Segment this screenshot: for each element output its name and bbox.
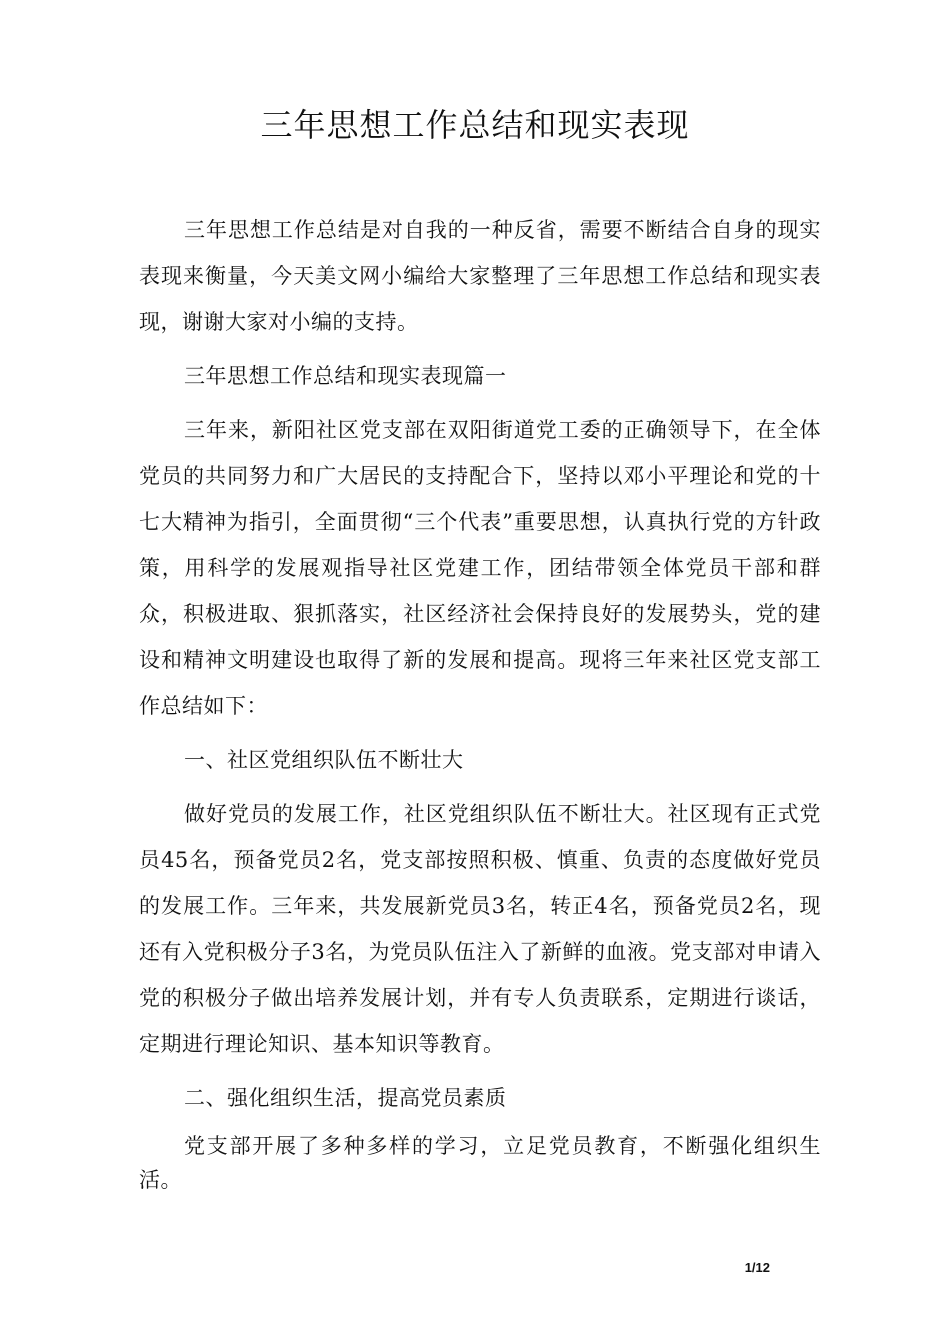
page-number: 1/12 — [744, 1260, 770, 1275]
document-title: 三年思想工作总结和现实表现 — [260, 106, 690, 144]
section-heading-two: 二、强化组织生活，提高党员素质 — [184, 1086, 507, 1110]
document-body — [139, 207, 821, 1205]
organization-life-paragraph: 党支部开展了多种多样的学习，立足党员教育，不断强化组织生活。 — [139, 1134, 821, 1192]
section-heading-one: 一、社区党组织队伍不断壮大 — [184, 748, 464, 772]
intro-paragraph: 三年思想工作总结是对自我的一种反省，需要不断结合自身的现实表现来衡量，今天美文网小编给大家整理了三年思想工作总结和现实表现，谢谢大家对小编的支持。 — [139, 218, 821, 334]
section-title-part-one: 三年思想工作总结和现实表现篇一 — [184, 364, 507, 388]
member-development-paragraph: 做好党员的发展工作，社区党组织队伍不断壮大。社区现有正式党员45名，预备党员2名，党支部按照积极、慎重、负责的态度做好党员的发展工作。三年来，共发展新党员3名，转正4名，预备党员2名，现还有入党积极分子3名，为党员队伍注入了新鲜的血液。党支部对申请入党的积极分子做出培养发展计划，并有专人负责联系，定期进行谈话，定期进行理论知识、基本知识等教育。 — [139, 802, 821, 1056]
summary-paragraph: 三年来，新阳社区党支部在双阳街道党工委的正确领导下，在全体党员的共同努力和广大居民的支持配合下，坚持以邓小平理论和党的十七大精神为指引，全面贯彻“三个代表”重要思想，认真执行党的方针政策，用科学的发展观指导社区党建工作，团结带领全体党员干部和群众，积极进取、狠抓落实，社区经济社会保持良好的发展势头，党的建设和精神文明建设也取得了新的发展和提高。现将三年来社区党支部工作总结如下： — [139, 418, 821, 718]
